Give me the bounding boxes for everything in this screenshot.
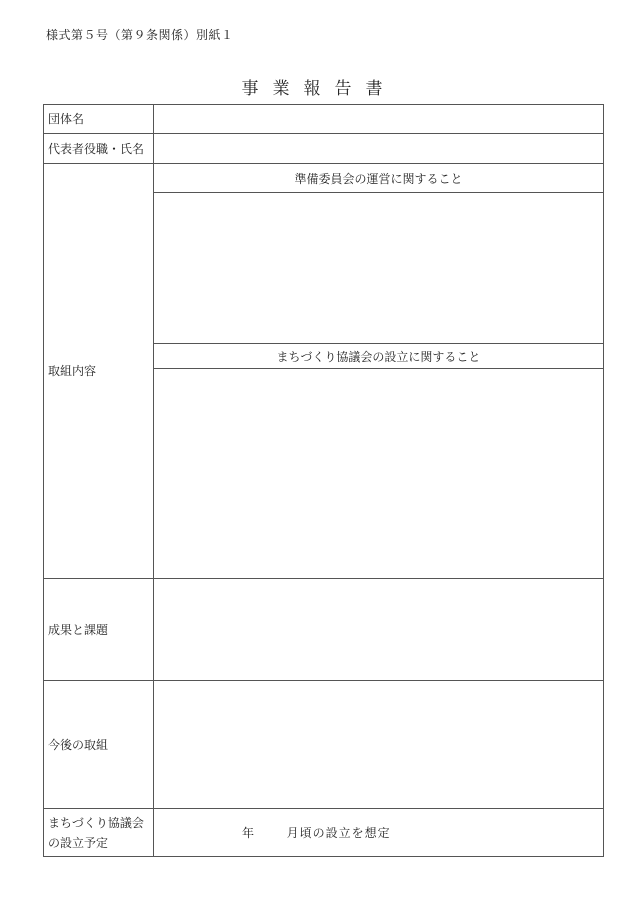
activities-label: 取組内容 xyxy=(44,164,154,579)
table-row xyxy=(44,164,604,193)
representative-field[interactable] xyxy=(154,134,604,164)
plan-label xyxy=(44,809,154,857)
representative-label: 代表者役職・氏名 xyxy=(44,134,154,164)
council-content-field[interactable] xyxy=(154,369,604,579)
committee-content-field[interactable] xyxy=(154,193,604,344)
org-name-label: 団体名 xyxy=(44,105,154,134)
form-number: 様式第５号（第９条関係）別紙１ xyxy=(46,28,234,42)
report-table xyxy=(43,104,604,857)
table-row xyxy=(44,681,604,809)
future-label: 今後の取組 xyxy=(44,681,154,809)
table-row xyxy=(44,809,604,857)
table-row xyxy=(44,105,604,134)
plan-month-text: 月頃の設立を想定 xyxy=(286,826,391,840)
org-name-field[interactable] xyxy=(154,105,604,134)
document-title: 事業報告書 xyxy=(241,79,397,99)
council-heading: まちづくり協議会の設立に関すること xyxy=(154,344,604,369)
plan-label-line1: まちづくり協議会 xyxy=(48,815,144,830)
results-field[interactable] xyxy=(154,579,604,681)
plan-label-line2: の設立予定 xyxy=(48,835,109,850)
plan-year-unit: 年 xyxy=(242,826,256,840)
committee-heading: 準備委員会の運営に関すること xyxy=(154,164,604,193)
table-row xyxy=(44,579,604,681)
table-row xyxy=(44,134,604,164)
plan-field[interactable] xyxy=(154,809,604,857)
future-field[interactable] xyxy=(154,681,604,809)
results-label: 成果と課題 xyxy=(44,579,154,681)
